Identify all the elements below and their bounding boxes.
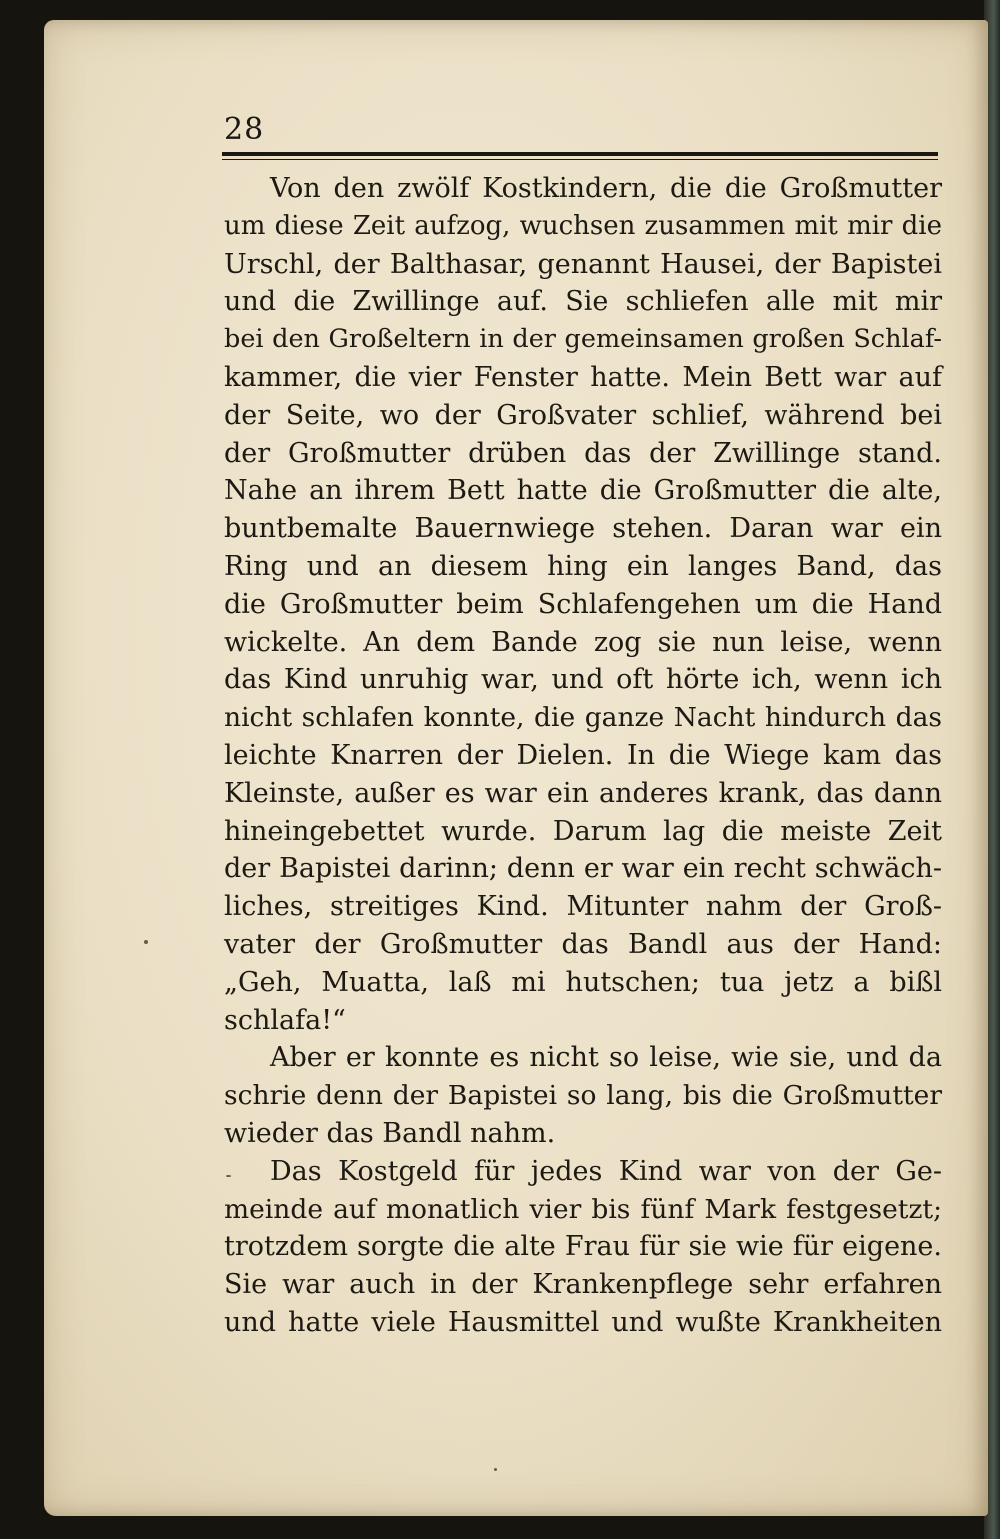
paper-speck (494, 1468, 497, 1471)
text-line: und hatte viele Hausmittel und wußte Krankheiten (224, 1306, 942, 1338)
text-line: wieder das Bandl nahm. (224, 1117, 556, 1149)
text-line: Das Kostgeld für jedes Kind war von der Ge- (270, 1155, 942, 1187)
text-line: schlafa!“ (224, 1004, 346, 1036)
text-line: buntbemalte Bauernwiege stehen. Daran war ein (224, 513, 942, 545)
page-number: 28 (224, 112, 265, 147)
header-rule-thin (222, 159, 938, 160)
text-line: vater der Großmutter das Bandl aus der Hand: (224, 928, 942, 960)
text-line: der Bapistei darinn; denn er war ein recht schwäch- (224, 853, 942, 885)
body-text (224, 170, 942, 1342)
text-line: bei den Großeltern in der gemeinsamen großen Schlaf- (224, 324, 942, 355)
text-line: nicht schlafen konnte, die ganze Nacht hindurch das (224, 702, 942, 734)
text-line: die Großmutter beim Schlafengehen um die Hand (224, 588, 942, 620)
text-line: der Seite, wo der Großvater schlief, während bei (224, 399, 942, 431)
text-line: meinde auf monatlich vier bis fünf Mark festgesetzt; (224, 1193, 942, 1225)
text-line: und die Zwillinge auf. Sie schliefen alle mit mir (224, 286, 942, 318)
text-line: Von den zwölf Kostkindern, die die Großmutter (270, 173, 942, 204)
paper-speck (144, 940, 148, 944)
text-line: um diese Zeit aufzog, wuchsen zusammen mit mir die (224, 210, 942, 241)
text-line: das Kind unruhig war, und oft hörte ich, wenn ich (224, 664, 942, 696)
text-line: Aber er konnte es nicht so leise, wie sie, und da (270, 1042, 942, 1074)
text-line: trotzdem sorgte die alte Frau für sie wie für eigene. (224, 1231, 942, 1263)
text-line: Urschl, der Balthasar, genannt Hausei, der Bapistei (224, 248, 942, 280)
text-line: Ring und an diesem hing ein langes Band, das (224, 550, 942, 582)
text-line: schrie denn der Bapistei so lang, bis die Großmutter (224, 1080, 942, 1112)
text-line: kammer, die vier Fenster hatte. Mein Bett war auf (224, 361, 942, 393)
text-line: hineingebettet wurde. Darum lag die meiste Zeit (224, 815, 942, 847)
text-line: Sie war auch in der Krankenpflege sehr erfahren (224, 1269, 942, 1301)
text-line: der Großmutter drüben das der Zwillinge stand. (224, 437, 942, 469)
text-line: wickelte. An dem Bande zog sie nun leise, wenn (224, 626, 942, 658)
text-line: liches, streitiges Kind. Mitunter nahm der Groß- (224, 891, 942, 923)
header-rule (222, 152, 938, 156)
text-line: Kleinste, außer es war ein anderes krank, das dann (224, 777, 942, 809)
text-line: Nahe an ihrem Bett hatte die Großmutter die alte, (224, 475, 942, 507)
text-line: „Geh, Muatta, laß mi hutschen; tua jetz a bißl (224, 966, 942, 998)
text-line: leichte Knarren der Dielen. In die Wiege kam das (224, 739, 942, 771)
